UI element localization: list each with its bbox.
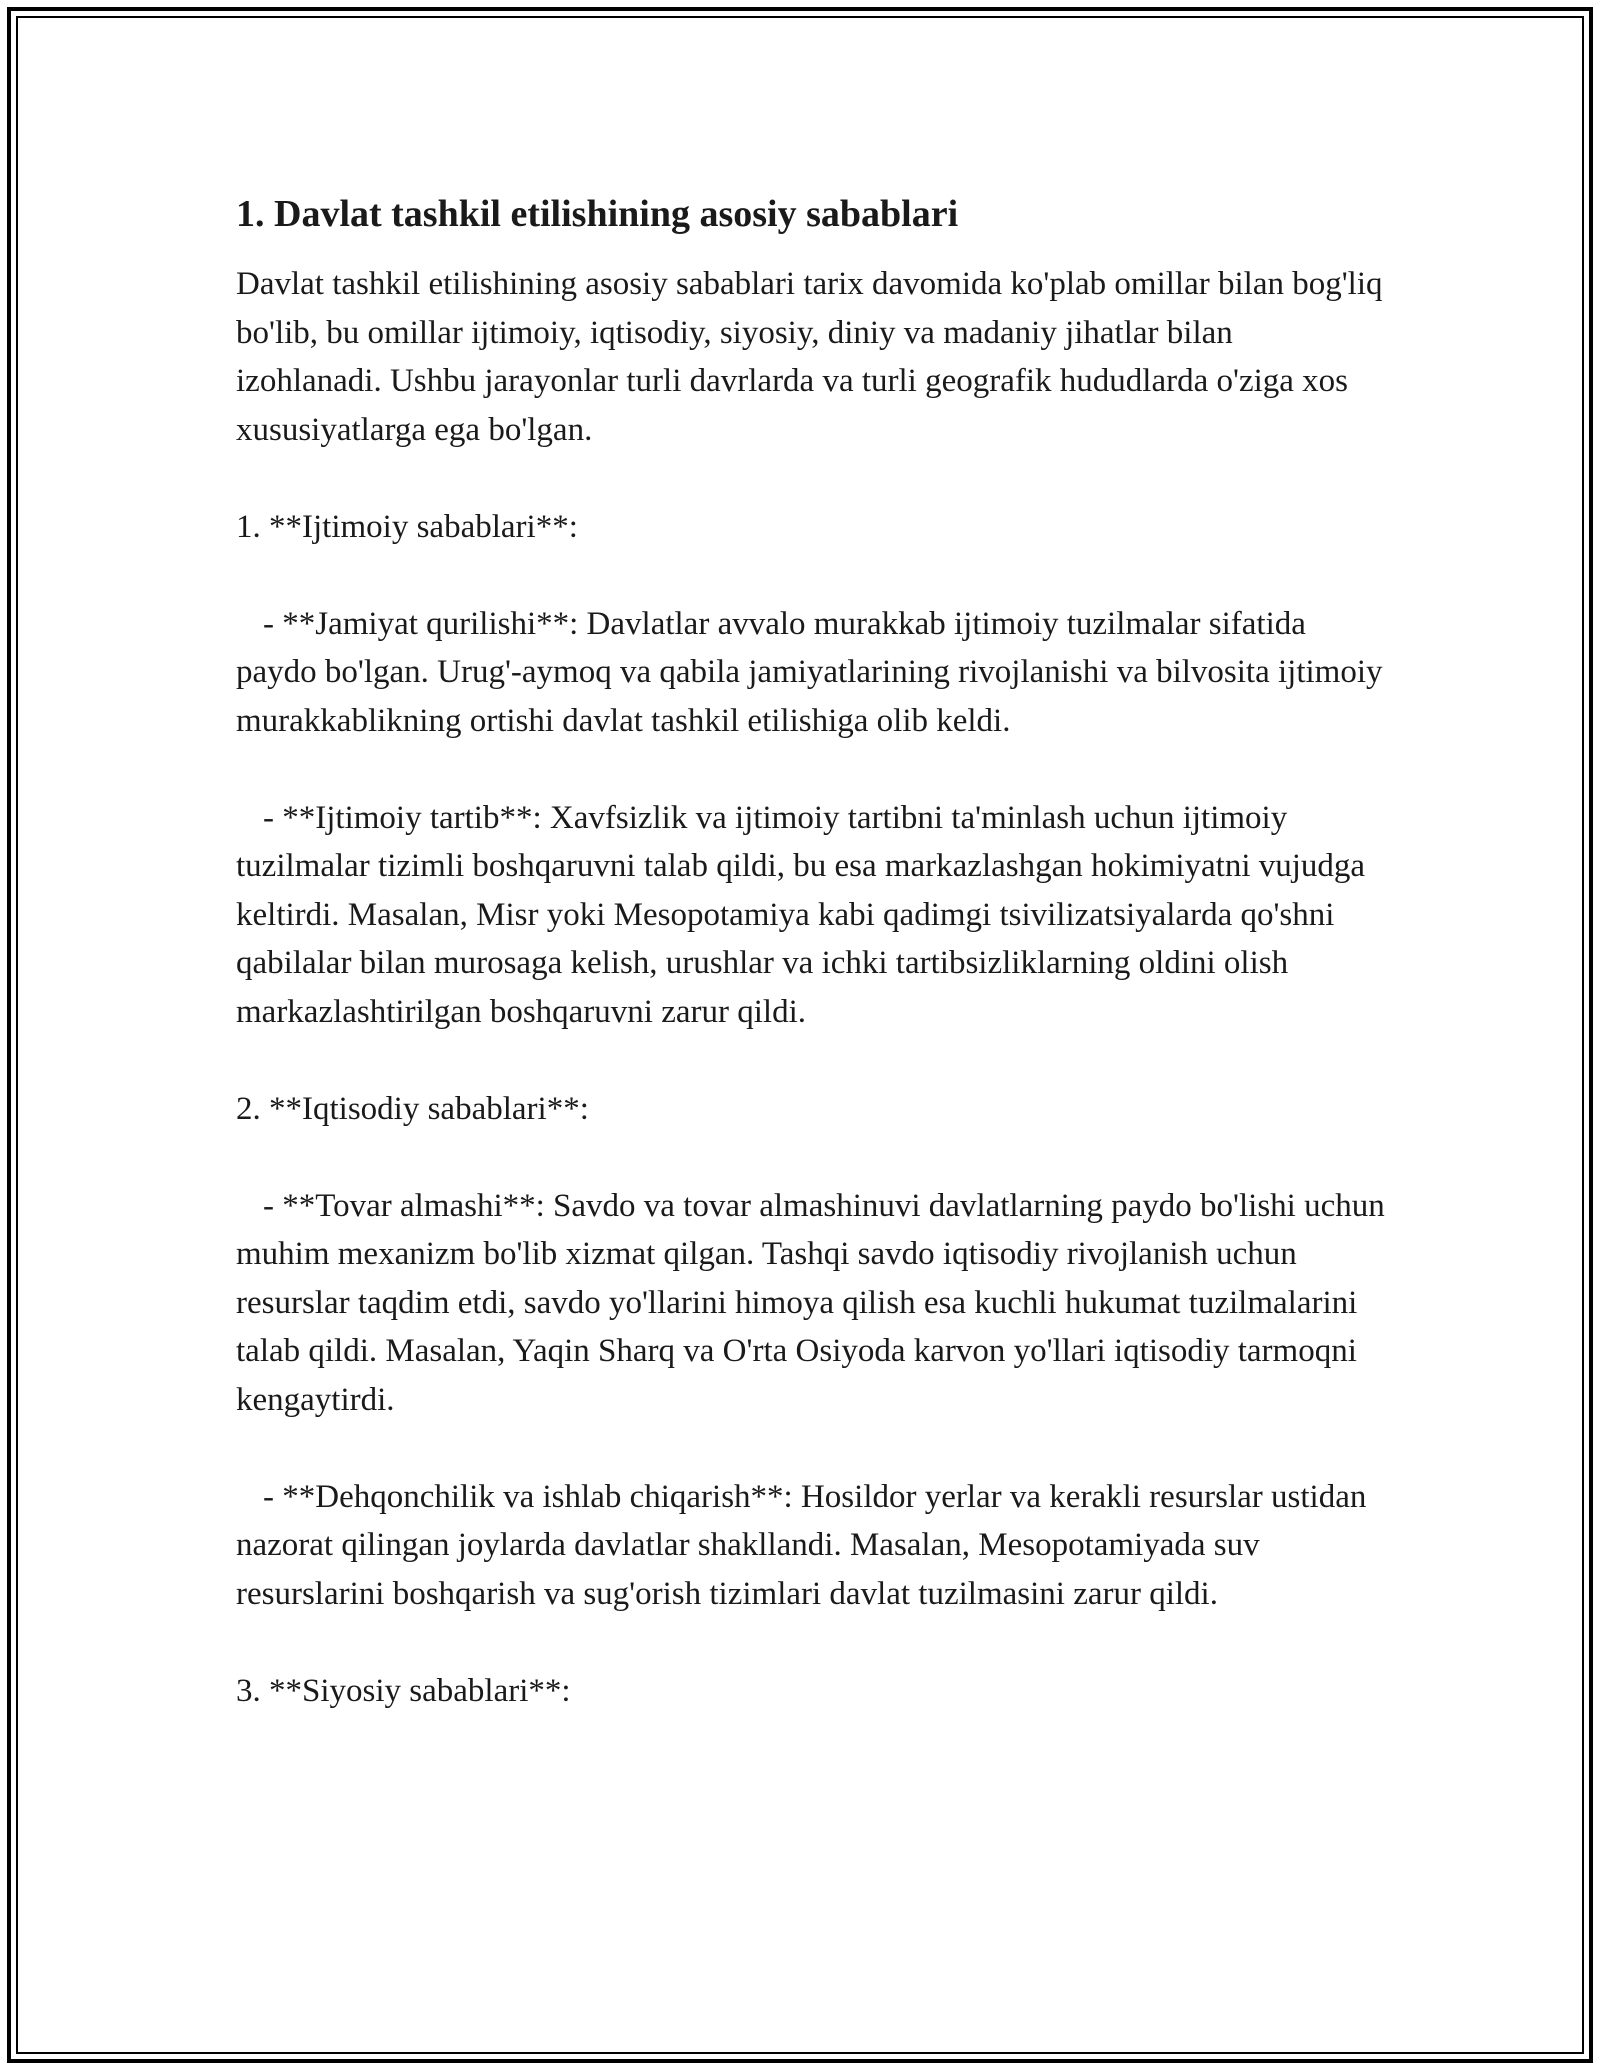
list-item-social-causes: 1. **Ijtimoiy sabablari**: (236, 508, 578, 545)
sub-item-agriculture-production: - **Dehqonchilik va ishlab chiqarish**: Hosildor yerlar va kerakli resurslar ustidan nazorat qilingan joylarda davlatlar shakllandi. Masalan, Mesopotamiyada suv resurslarini boshqarish va sug'orish tizimlari davlat tuzilmasini zarur qildi. (236, 1478, 1367, 1612)
section-heading: 1. Davlat tashkil etilishining asosiy sabablari (236, 193, 959, 235)
list-item-economic-causes: 2. **Iqtisodiy sabablari**: (236, 1090, 589, 1127)
sub-item-society-structure: - **Jamiyat qurilishi**: Davlatlar avvalo murakkab ijtimoiy tuzilmalar sifatida paydo bo'lgan. Urug'-aymoq va qabila jamiyatlarining rivojlanishi va bilvosita ijtimoiy murakkablikning ortishi davlat tashkil etilishiga olib keldi. (236, 605, 1383, 739)
list-item-political-causes: 3. **Siyosiy sabablari**: (236, 1672, 571, 1709)
intro-paragraph: Davlat tashkil etilishining asosiy sabablari tarix davomida ko'plab omillar bilan bog'liq bo'lib, bu omillar ijtimoiy, iqtisodiy, siyosiy, diniy va madaniy jihatlar bilan izohlanadi. Ushbu jarayonlar turli davrlarda va turli geografik hududlarda o'ziga xos xususiyatlarga ega bo'lgan. (236, 266, 1383, 448)
sub-item-goods-exchange: - **Tovar almashi**: Savdo va tovar almashinuvi davlatlarning paydo bo'lishi uchun muhim mexanizm bo'lib xizmat qilgan. Tashqi savdo iqtisodiy rivojlanish uchun resurslar taqdim etdi, savdo yo'llarini himoya qilish esa kuchli hukumat tuzilmalarini talab qildi. Masalan, Yaqin Sharq va O'rta Osiyoda karvon yo'llari iqtisodiy tarmoqni kengaytirdi. (236, 1187, 1385, 1418)
sub-item-social-order: - **Ijtimoiy tartib**: Xavfsizlik va ijtimoiy tartibni ta'minlash uchun ijtimoiy tuzilmalar tizimli boshqaruvni talab qildi, bu esa markazlashgan hokimiyatni vujudga keltirdi. Masalan, Misr yoki Mesopotamiya kabi qadimgi tsivilizatsiyalarda qo'shni qabilalar bilan murosaga kelish, urushlar va ichki tartibsizliklarning oldini olish markazlashtirilgan boshqaruvni zarur qildi. (236, 799, 1366, 1030)
document-body (236, 190, 1386, 1764)
